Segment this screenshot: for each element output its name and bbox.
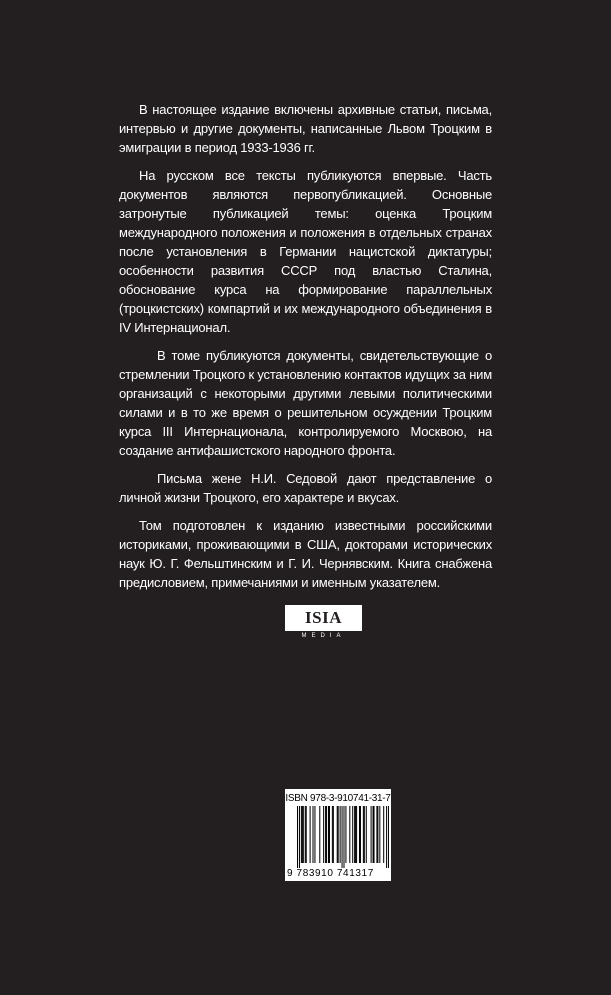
barcode-bar: [328, 806, 329, 863]
barcode-bar: [312, 806, 313, 863]
barcode-bar: [338, 806, 339, 863]
barcode-bar: [360, 806, 361, 863]
barcode-bar: [306, 806, 307, 863]
logo-subtitle: MEDIA: [301, 633, 346, 639]
logo-name: ISIA: [285, 605, 362, 631]
barcode-bar: [333, 806, 334, 863]
barcode-bar: [388, 806, 389, 868]
barcode-bar: [305, 806, 306, 863]
barcode-bar: [319, 806, 320, 863]
paragraph-2: На русском все тексты публикуются впервые. Часть документов являются первопубликацией. Основные затронутые публикацией темы: оценка Троцким международного положения и положения в отдельных странах после установления в Германии нацистской диктатуры; особенности развития СССР под властью Сталина, обоснование курса на формирование параллельных (троцкистских) компартий и их международного объединения в IV Интернационал.: [119, 168, 492, 335]
barcode-bar: [325, 806, 326, 863]
barcode-bar: [356, 806, 357, 863]
isbn-label: ISBN 978-3-910741-31-7: [285, 793, 391, 804]
barcode-bar: [354, 806, 355, 863]
isbn-barcode: [285, 789, 391, 881]
paragraph-4: Письма жене Н.И. Седовой дают представление о личной жизни Троцкого, его характере и вкусах.: [119, 471, 492, 505]
barcode-bar: [377, 806, 378, 863]
paragraph-5: Том подготовлен к изданию известными российскими историками, проживающими в США, докторами исторических наук Ю. Г. Фельштинским и Г. И. Чернявским. Книга снабжена предисловием, примечаниями и именным указателем.: [119, 518, 492, 590]
barcode-bar: [299, 806, 300, 868]
barcode-bar: [373, 806, 374, 863]
barcode-bar: [349, 806, 350, 863]
barcode-bar: [343, 806, 344, 868]
barcode-bar: [383, 806, 384, 863]
barcode-bar: [355, 806, 356, 863]
barcode-bar: [297, 806, 298, 868]
barcode-bar: [337, 806, 338, 863]
barcode-bar: [386, 806, 387, 868]
barcode-bar: [379, 806, 380, 863]
paragraph-1: В настоящее издание включены архивные статьи, письма, интервью и другие документы, написанные Львом Троцким в эмиграции в период 1933-1936 гг.: [119, 102, 492, 155]
barcode-bar: [342, 806, 343, 868]
barcode-icon: [297, 806, 389, 868]
annotation-text: [119, 100, 492, 601]
publisher-logo: [285, 605, 365, 640]
barcode-bar: [302, 806, 303, 863]
barcode-bar: [366, 806, 367, 863]
barcode-bar: [374, 806, 375, 863]
barcode-bar: [359, 806, 360, 863]
barcode-bar: [364, 806, 365, 863]
barcode-bar: [329, 806, 330, 863]
paragraph-3: В томе публикуются документы, свидетельствующие о стремлении Троцкого к установлению контактов идущих за ним организаций с некоторыми другими левыми политическими силами и в то же время о решительном осуждении Троцким курса III Интернационала, контролируемого Москвою, на создание антифашистского народного фронта.: [119, 348, 492, 458]
barcode-bar: [314, 806, 315, 863]
barcode-digits: 9 783910 741317: [287, 868, 374, 879]
barcode-bar: [340, 806, 341, 863]
barcode-bar: [363, 806, 364, 863]
barcode-bar: [371, 806, 372, 863]
barcode-bar: [345, 806, 346, 863]
barcode-bar: [376, 806, 377, 863]
barcode-bar: [352, 806, 353, 863]
barcode-bar: [303, 806, 304, 863]
barcode-bar: [326, 806, 327, 863]
barcode-bar: [323, 806, 324, 863]
barcode-bar: [332, 806, 333, 863]
barcode-bar: [301, 806, 302, 863]
barcode-bar: [310, 806, 311, 863]
